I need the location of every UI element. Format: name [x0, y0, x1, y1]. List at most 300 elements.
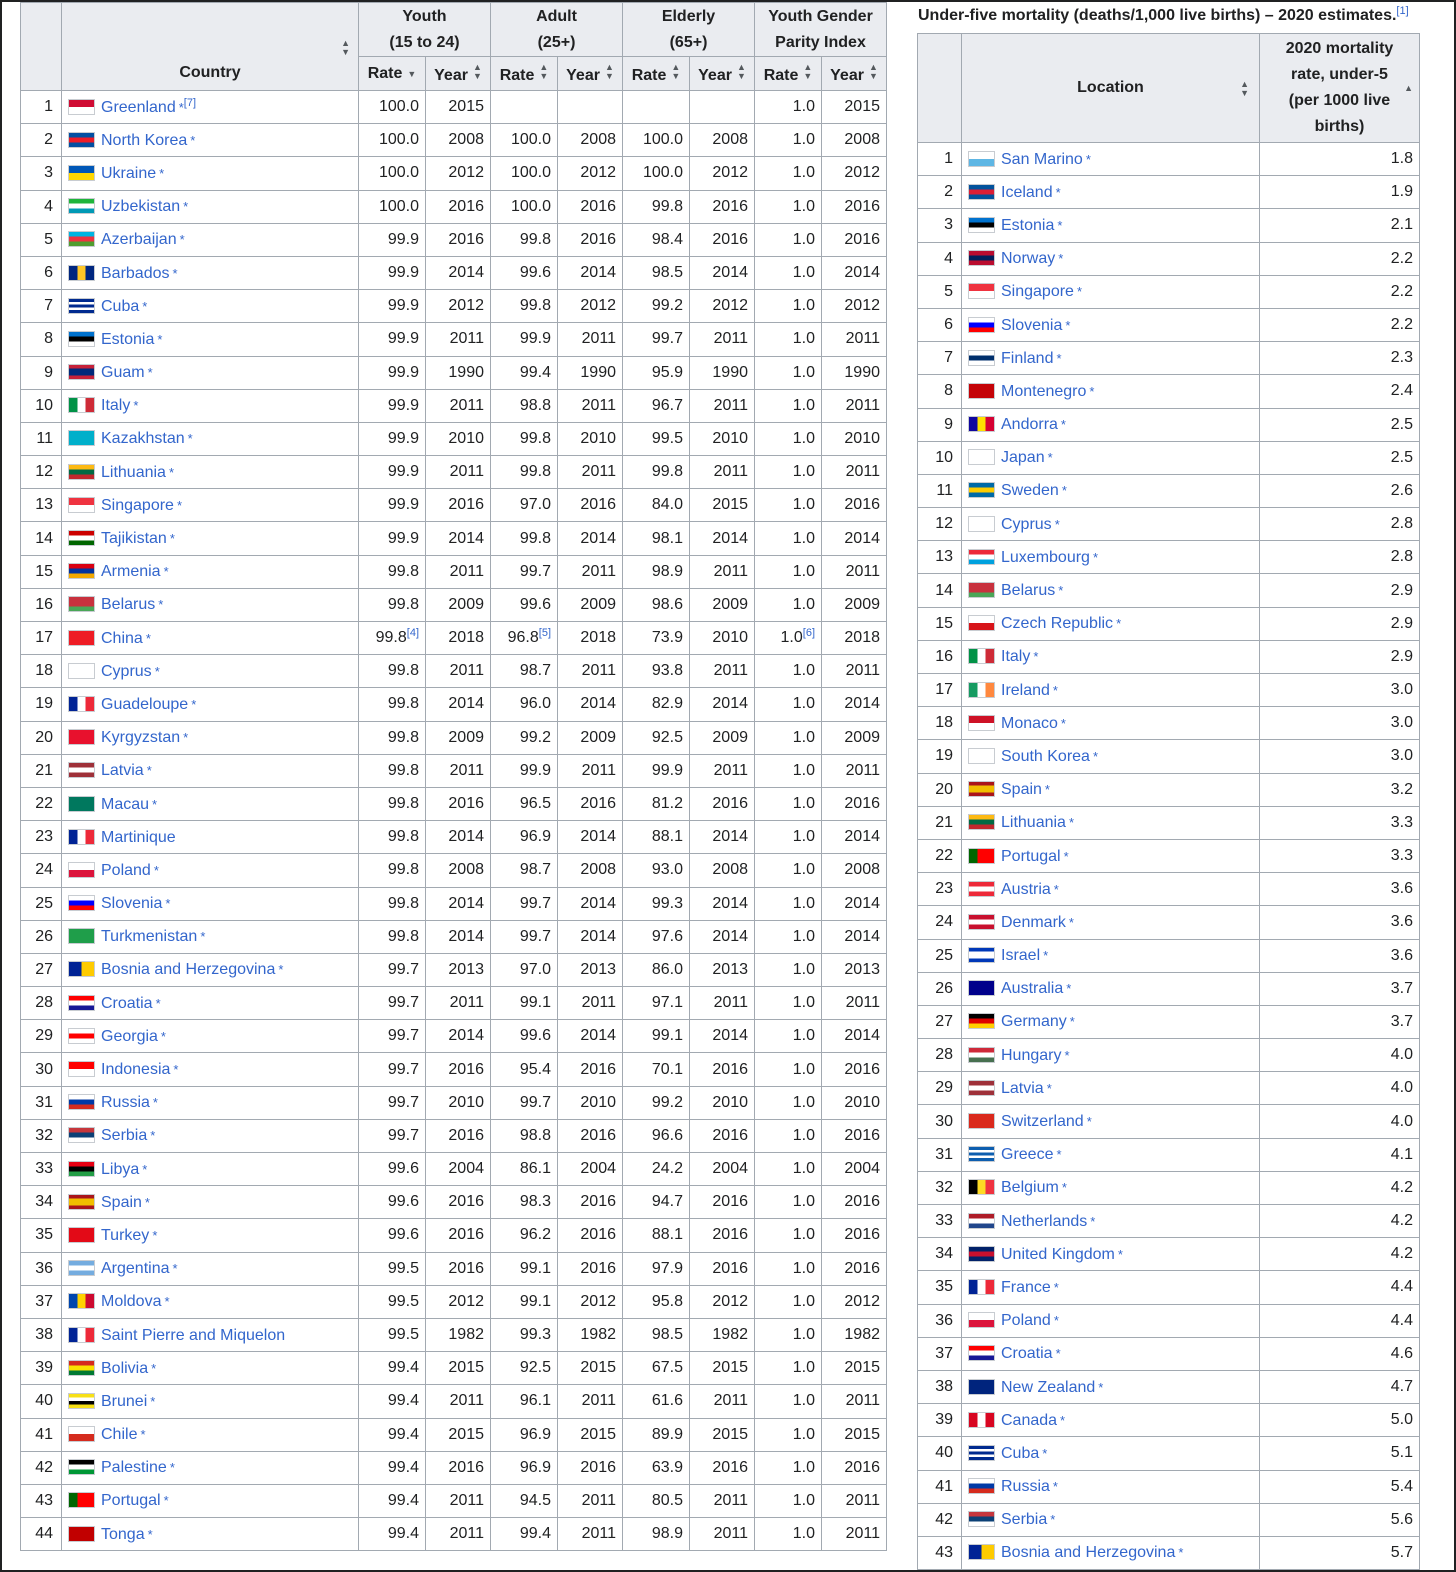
country-link[interactable]: Russia — [101, 1094, 150, 1112]
country-link[interactable]: Macau — [101, 795, 150, 813]
location-link[interactable]: Serbia — [1001, 1511, 1048, 1529]
location-star[interactable]: * — [1047, 450, 1053, 466]
table-row — [21, 721, 887, 754]
flag-icon — [68, 397, 95, 413]
sort-desc-icon[interactable]: ▼ — [407, 68, 417, 79]
country-star[interactable]: * — [169, 531, 175, 547]
location-star[interactable]: * — [1064, 1047, 1070, 1063]
adult-header-sub: (25+) — [537, 33, 576, 51]
country-link[interactable]: Singapore — [101, 496, 174, 514]
location-star[interactable]: * — [1069, 1014, 1075, 1030]
country-star[interactable]: * — [173, 1062, 179, 1078]
adult-year-value: 2016 — [580, 1060, 616, 1078]
country-star[interactable]: * — [157, 331, 163, 347]
country-link[interactable]: Serbia — [101, 1127, 148, 1145]
location-star[interactable]: * — [1065, 317, 1071, 333]
country-star[interactable]: * — [190, 132, 196, 148]
location-link[interactable]: Croatia — [1001, 1345, 1053, 1363]
row-rank: 12 — [21, 456, 62, 489]
country-star[interactable]: * — [147, 1526, 153, 1542]
elderly-rate-value: 89.9 — [651, 1425, 683, 1443]
adult-year-cell — [558, 555, 623, 588]
adult-year-header[interactable] — [558, 57, 623, 91]
gpi-rate-value: 1.0 — [792, 861, 815, 879]
country-star[interactable]: * — [176, 497, 183, 513]
location-link[interactable]: South Korea — [1001, 747, 1090, 765]
adult-rate-header[interactable] — [491, 57, 558, 91]
youth-year-header[interactable] — [426, 57, 491, 91]
gpi-rate-value: 1.0 — [792, 98, 815, 116]
country-link[interactable]: Barbados — [101, 264, 170, 282]
location-link[interactable]: Finland — [1001, 349, 1054, 367]
country-link[interactable]: Moldova — [101, 1293, 162, 1311]
location-star[interactable]: * — [1085, 151, 1091, 167]
elderly-rate-cell — [623, 190, 690, 223]
sort-both-icon[interactable]: ▲ ▼ — [472, 61, 482, 81]
elderly-rate-header-label: Rate — [631, 66, 667, 84]
elderly-year-cell — [690, 256, 755, 289]
location-link[interactable]: Poland — [1001, 1312, 1051, 1330]
sort-both-icon[interactable]: ▲ ▼ — [1240, 79, 1249, 98]
country-link[interactable]: Poland — [101, 861, 151, 879]
country-link[interactable]: Turkmenistan — [101, 928, 198, 946]
gpi-rate-value: 1.0 — [792, 1093, 815, 1111]
country-link[interactable]: Guam — [101, 364, 145, 382]
country-link[interactable]: Armenia — [101, 563, 161, 581]
country-link[interactable]: Lithuania — [101, 463, 166, 481]
elderly-rate-value: 96.6 — [651, 1126, 683, 1144]
location-star[interactable]: * — [1061, 483, 1067, 499]
location-star[interactable]: * — [1117, 1246, 1123, 1262]
elderly-year-value: 2015 — [712, 1425, 748, 1443]
country-link[interactable]: Kyrgyzstan — [101, 729, 181, 747]
location-link[interactable]: Montenegro — [1001, 382, 1087, 400]
gpi-rate-header[interactable] — [755, 57, 822, 91]
country-link[interactable]: Guadeloupe — [101, 695, 189, 713]
elderly-rate-cell — [623, 1385, 690, 1418]
country-star[interactable]: * — [183, 730, 189, 746]
country-link[interactable]: Azerbaijan — [101, 231, 177, 249]
country-link[interactable]: Latvia — [101, 762, 144, 780]
country-link[interactable]: Libya — [101, 1160, 140, 1178]
country-star[interactable]: * — [146, 763, 152, 779]
location-link[interactable]: Germany — [1001, 1013, 1067, 1031]
youth-rate-cell — [359, 655, 426, 688]
mortality-rate-cell: 3.3 — [1260, 839, 1420, 872]
country-star[interactable]: * — [179, 232, 185, 248]
location-link[interactable]: Switzerland — [1001, 1113, 1084, 1131]
location-link[interactable]: Cuba — [1001, 1444, 1040, 1462]
location-star[interactable]: * — [1092, 549, 1099, 565]
adult-rate-cell — [491, 456, 558, 489]
sort-both-icon[interactable]: ▲ ▼ — [868, 61, 878, 81]
elderly-year-value: 2013 — [712, 960, 748, 978]
location-cell — [962, 1171, 1260, 1204]
location-star[interactable]: * — [1055, 1346, 1061, 1362]
country-link[interactable]: Brunei — [101, 1392, 148, 1410]
adult-rate-ref[interactable]: [5] — [538, 627, 551, 640]
location-link[interactable]: Cyprus — [1001, 515, 1052, 533]
row-rank: 7 — [21, 290, 62, 323]
country-star[interactable]: * — [150, 1128, 156, 1144]
country-star[interactable]: * — [140, 1427, 146, 1443]
location-star[interactable]: * — [1046, 1080, 1052, 1096]
location-star[interactable]: * — [1043, 948, 1049, 964]
location-link[interactable]: San Marino — [1001, 150, 1083, 168]
gpi-year-header[interactable] — [822, 57, 887, 91]
country-star[interactable]: * — [278, 962, 284, 978]
country-link[interactable]: Slovenia — [101, 895, 163, 913]
row-rank: 17 — [21, 622, 62, 655]
location-link[interactable]: Netherlands — [1001, 1212, 1088, 1230]
table-row — [21, 323, 887, 356]
adult-year-value: 2014 — [580, 695, 616, 713]
youth-rate-cell — [359, 821, 426, 854]
location-link[interactable]: Estonia — [1001, 216, 1055, 234]
location-link[interactable]: Italy — [1001, 648, 1031, 666]
location-star[interactable]: * — [1089, 383, 1095, 399]
country-star[interactable]: * — [172, 265, 178, 281]
country-star[interactable]: * — [168, 464, 175, 480]
elderly-rate-cell — [623, 1484, 690, 1517]
country-link[interactable]: Palestine — [101, 1459, 167, 1477]
adult-rate-cell — [491, 290, 558, 323]
gpi-rate-cell — [755, 854, 822, 887]
country-star[interactable]: * — [151, 1360, 157, 1376]
location-link[interactable]: Greece — [1001, 1146, 1054, 1164]
gpi-rate-value: 1.0 — [792, 994, 815, 1012]
location-link[interactable]: Slovenia — [1001, 316, 1063, 334]
location-star[interactable]: * — [1050, 1512, 1056, 1528]
location-star[interactable]: * — [1033, 649, 1039, 665]
location-link[interactable]: Spain — [1001, 781, 1042, 799]
youth-year-value: 2014 — [448, 1027, 484, 1045]
row-rank: 23 — [918, 873, 962, 906]
country-star[interactable]: * — [158, 597, 164, 613]
elderly-year-cell — [690, 1119, 755, 1152]
sort-both-icon[interactable]: ▲ ▼ — [604, 61, 614, 81]
location-star[interactable]: * — [1178, 1545, 1184, 1561]
gpi-rate-ref[interactable]: [6] — [802, 627, 815, 640]
youth-year-cell — [426, 688, 491, 721]
table-row — [21, 1053, 887, 1086]
location-star[interactable]: * — [1098, 1379, 1104, 1395]
location-link[interactable]: Israel — [1001, 947, 1041, 965]
youth-rate-value: 99.8 — [387, 927, 419, 945]
country-star[interactable]: * — [144, 1194, 150, 1210]
location-link[interactable]: United Kingdom — [1001, 1245, 1115, 1263]
elderly-year-cell — [690, 1153, 755, 1186]
flag-icon — [68, 1061, 95, 1077]
youth-rate-value: 99.4 — [387, 1359, 419, 1377]
location-star[interactable]: * — [1057, 217, 1063, 233]
location-star[interactable]: * — [1068, 815, 1075, 831]
location-link[interactable]: Czech Republic — [1001, 615, 1114, 633]
sort-both-icon[interactable]: ▲ ▼ — [539, 61, 549, 81]
location-star[interactable]: * — [1053, 1313, 1059, 1329]
location-link[interactable]: Sweden — [1001, 482, 1059, 500]
table-row — [21, 688, 887, 721]
sort-both-icon[interactable]: ▲ ▼ — [341, 38, 350, 57]
location-star[interactable]: * — [1042, 1445, 1048, 1461]
gpi-year-value: 2014 — [844, 894, 880, 912]
country-link[interactable]: North Korea — [101, 131, 188, 149]
country-star[interactable]: * — [142, 298, 148, 314]
country-star[interactable]: * — [183, 199, 189, 215]
location-link[interactable]: New Zealand — [1001, 1378, 1096, 1396]
location-link[interactable]: Australia — [1001, 980, 1064, 998]
gpi-rate-cell — [755, 157, 822, 190]
country-cell — [62, 787, 359, 820]
location-link[interactable]: Lithuania — [1001, 814, 1066, 832]
gpi-year-value: 2010 — [844, 429, 880, 447]
location-star[interactable]: * — [1060, 715, 1066, 731]
location-star[interactable]: * — [1056, 350, 1062, 366]
flag-icon — [68, 430, 95, 446]
location-link[interactable]: Bosnia and Herzegovina — [1001, 1544, 1176, 1562]
table-row — [21, 290, 887, 323]
location-link[interactable]: Monaco — [1001, 714, 1058, 732]
location-link[interactable]: Norway — [1001, 250, 1056, 268]
country-star[interactable]: * — [150, 1393, 156, 1409]
country-link[interactable]: Belarus — [101, 596, 156, 614]
country-star[interactable]: * — [163, 564, 169, 580]
country-link[interactable]: Chile — [101, 1426, 138, 1444]
location-header[interactable] — [962, 34, 1260, 143]
location-star[interactable]: * — [1053, 1279, 1059, 1295]
adult-year-cell — [558, 1285, 623, 1318]
flag-icon — [968, 416, 995, 432]
country-link[interactable]: Cuba — [101, 297, 140, 315]
elderly-rate-value: 93.0 — [651, 861, 683, 879]
sort-asc-icon[interactable]: ▲ — [1404, 83, 1413, 93]
country-star[interactable]: * — [163, 1493, 169, 1509]
country-link[interactable]: Turkey — [101, 1226, 150, 1244]
country-cell — [62, 1053, 359, 1086]
elderly-rate-cell — [623, 1252, 690, 1285]
location-star[interactable]: * — [1068, 914, 1074, 930]
gpi-year-cell — [822, 389, 887, 422]
gpi-header-sub: Parity Index — [775, 33, 866, 51]
adult-rate-cell — [491, 787, 558, 820]
country-star[interactable]: * — [133, 398, 139, 414]
row-rank: 9 — [21, 356, 62, 389]
country-ref[interactable]: [7] — [183, 96, 197, 109]
country-star[interactable]: * — [159, 165, 165, 181]
country-link[interactable]: Kazakhstan — [101, 430, 185, 448]
location-link[interactable]: Hungary — [1001, 1046, 1062, 1064]
location-link[interactable]: Belgium — [1001, 1179, 1059, 1197]
row-rank: 13 — [918, 541, 962, 574]
table-row — [918, 939, 1420, 972]
location-star[interactable]: * — [1058, 583, 1064, 599]
gpi-year-value: 2015 — [844, 1359, 880, 1377]
adult-rate-value: 99.3 — [519, 1326, 551, 1344]
adult-year-cell — [558, 854, 623, 887]
country-star[interactable]: * — [152, 796, 158, 812]
location-link[interactable]: Portugal — [1001, 847, 1061, 865]
mortality-caption-ref[interactable]: [1] — [1396, 5, 1409, 17]
location-cell — [962, 640, 1260, 673]
country-link[interactable]: Greenland — [101, 98, 176, 116]
location-star[interactable]: * — [1090, 1213, 1096, 1229]
location-star[interactable]: * — [1053, 881, 1059, 897]
elderly-year-header[interactable] — [690, 57, 755, 91]
country-star[interactable]: * — [200, 929, 206, 945]
country-star[interactable]: * — [154, 663, 160, 679]
country-header[interactable] — [62, 3, 359, 91]
location-link[interactable]: Luxembourg — [1001, 548, 1090, 566]
flag-icon — [968, 682, 995, 698]
sort-both-icon[interactable]: ▲ ▼ — [736, 61, 746, 81]
country-link[interactable]: Ukraine — [101, 164, 157, 182]
gpi-year-cell — [822, 1318, 887, 1351]
country-link[interactable]: Italy — [101, 397, 131, 415]
location-link[interactable]: Iceland — [1001, 183, 1053, 201]
country-cell — [62, 1219, 359, 1252]
gpi-year-cell — [822, 323, 887, 356]
country-star[interactable]: * — [191, 696, 197, 712]
country-star[interactable]: * — [155, 995, 161, 1011]
location-star[interactable]: * — [1055, 184, 1061, 200]
country-star[interactable]: * — [152, 1095, 158, 1111]
location-star[interactable]: * — [1116, 616, 1122, 632]
country-star[interactable]: * — [178, 99, 184, 115]
youth-rate-header[interactable] — [359, 57, 426, 91]
youth-year-header-label: Year — [434, 66, 468, 84]
youth-year-cell — [426, 290, 491, 323]
country-star[interactable]: * — [147, 365, 153, 381]
mortality-rate-header[interactable] — [1260, 34, 1420, 143]
location-link[interactable]: France — [1001, 1278, 1051, 1296]
location-link[interactable]: Russia — [1001, 1478, 1050, 1496]
country-star[interactable]: * — [153, 862, 159, 878]
location-link[interactable]: Ireland — [1001, 681, 1050, 699]
youth-rate-ref[interactable]: [4] — [406, 627, 419, 640]
location-star[interactable]: * — [1044, 782, 1050, 798]
country-star[interactable]: * — [160, 1028, 166, 1044]
location-star[interactable]: * — [1056, 1147, 1062, 1163]
location-link[interactable]: Japan — [1001, 449, 1045, 467]
location-star[interactable]: * — [1076, 284, 1083, 300]
gpi-rate-value: 1.0 — [792, 562, 815, 580]
adult-year-value: 2014 — [580, 894, 616, 912]
gpi-rate-cell — [755, 953, 822, 986]
youth-year-value: 2016 — [448, 197, 484, 215]
youth-year-cell — [426, 389, 491, 422]
youth-rate-cell — [359, 1252, 426, 1285]
location-star[interactable]: * — [1061, 1180, 1067, 1196]
country-link[interactable]: Georgia — [101, 1027, 158, 1045]
location-star[interactable]: * — [1060, 1412, 1066, 1428]
country-link[interactable]: Portugal — [101, 1492, 161, 1510]
youth-year-value: 2012 — [448, 297, 484, 315]
youth-year-cell — [426, 1153, 491, 1186]
country-link[interactable]: Tonga — [101, 1525, 145, 1543]
country-star[interactable]: * — [152, 1227, 158, 1243]
adult-year-header-label: Year — [566, 66, 600, 84]
gpi-year-value: 1982 — [844, 1326, 880, 1344]
country-star[interactable]: * — [169, 1460, 175, 1476]
country-link[interactable]: China — [101, 629, 143, 647]
country-cell — [62, 688, 359, 721]
elderly-year-cell — [690, 887, 755, 920]
country-link[interactable]: Uzbekistan — [101, 198, 181, 216]
sort-both-icon[interactable]: ▲ ▼ — [803, 61, 813, 81]
country-link[interactable]: Cyprus — [101, 662, 152, 680]
gpi-rate-cell — [755, 920, 822, 953]
location-link[interactable]: Austria — [1001, 880, 1051, 898]
location-link[interactable]: Latvia — [1001, 1079, 1044, 1097]
country-link[interactable]: Croatia — [101, 994, 153, 1012]
row-rank: 4 — [918, 242, 962, 275]
country-link[interactable]: Spain — [101, 1193, 142, 1211]
row-rank: 5 — [918, 275, 962, 308]
youth-year-value: 1990 — [448, 363, 484, 381]
adult-rate-value: 99.1 — [519, 1259, 551, 1277]
country-star[interactable]: * — [142, 1161, 148, 1177]
row-rank: 30 — [21, 1053, 62, 1086]
country-link[interactable]: Saint Pierre and Miquelon — [101, 1326, 286, 1344]
location-star[interactable]: * — [1060, 417, 1066, 433]
adult-year-value: 2010 — [580, 1093, 616, 1111]
adult-year-value: 2016 — [580, 230, 616, 248]
elderly-year-value: 2008 — [712, 861, 748, 879]
country-link[interactable]: Bosnia and Herzegovina — [101, 961, 276, 979]
country-link[interactable]: Tajikistan — [101, 530, 167, 548]
adult-header — [491, 3, 623, 57]
country-link[interactable]: Martinique — [101, 828, 176, 846]
country-link[interactable]: Indonesia — [101, 1061, 171, 1079]
country-link[interactable]: Estonia — [101, 330, 155, 348]
country-link[interactable]: Argentina — [101, 1260, 170, 1278]
youth-rate-value: 99.7 — [387, 1093, 419, 1111]
table-row — [918, 640, 1420, 673]
country-link[interactable]: Bolivia — [101, 1359, 149, 1377]
location-star[interactable]: * — [1052, 682, 1058, 698]
country-star[interactable]: * — [172, 1261, 178, 1277]
country-cell — [62, 821, 359, 854]
youth-year-cell — [426, 1086, 491, 1119]
location-link[interactable]: Singapore — [1001, 283, 1074, 301]
table-row — [21, 555, 887, 588]
flag-icon — [68, 729, 95, 745]
location-link[interactable]: Andorra — [1001, 416, 1058, 434]
location-star[interactable]: * — [1054, 516, 1060, 532]
elderly-year-cell — [690, 1186, 755, 1219]
country-star[interactable]: * — [165, 896, 171, 912]
location-star[interactable]: * — [1066, 981, 1072, 997]
country-star[interactable]: * — [164, 1294, 170, 1310]
country-star[interactable]: * — [145, 630, 151, 646]
location-link[interactable]: Canada — [1001, 1411, 1058, 1429]
location-star[interactable]: * — [1052, 1479, 1058, 1495]
gpi-year-value: 2016 — [844, 1458, 880, 1476]
location-star[interactable]: * — [1058, 251, 1064, 267]
youth-rate-cell — [359, 1086, 426, 1119]
country-star[interactable]: * — [187, 431, 193, 447]
youth-rate-cell — [359, 1020, 426, 1053]
sort-both-icon[interactable]: ▲ ▼ — [671, 61, 681, 81]
elderly-year-value: 2011 — [713, 463, 748, 481]
location-star[interactable]: * — [1063, 848, 1069, 864]
location-star[interactable]: * — [1086, 1114, 1092, 1130]
location-star[interactable]: * — [1092, 748, 1099, 764]
elderly-rate-header[interactable] — [623, 57, 690, 91]
location-link[interactable]: Denmark — [1001, 913, 1066, 931]
adult-rate-cell — [491, 721, 558, 754]
location-link[interactable]: Belarus — [1001, 582, 1056, 600]
